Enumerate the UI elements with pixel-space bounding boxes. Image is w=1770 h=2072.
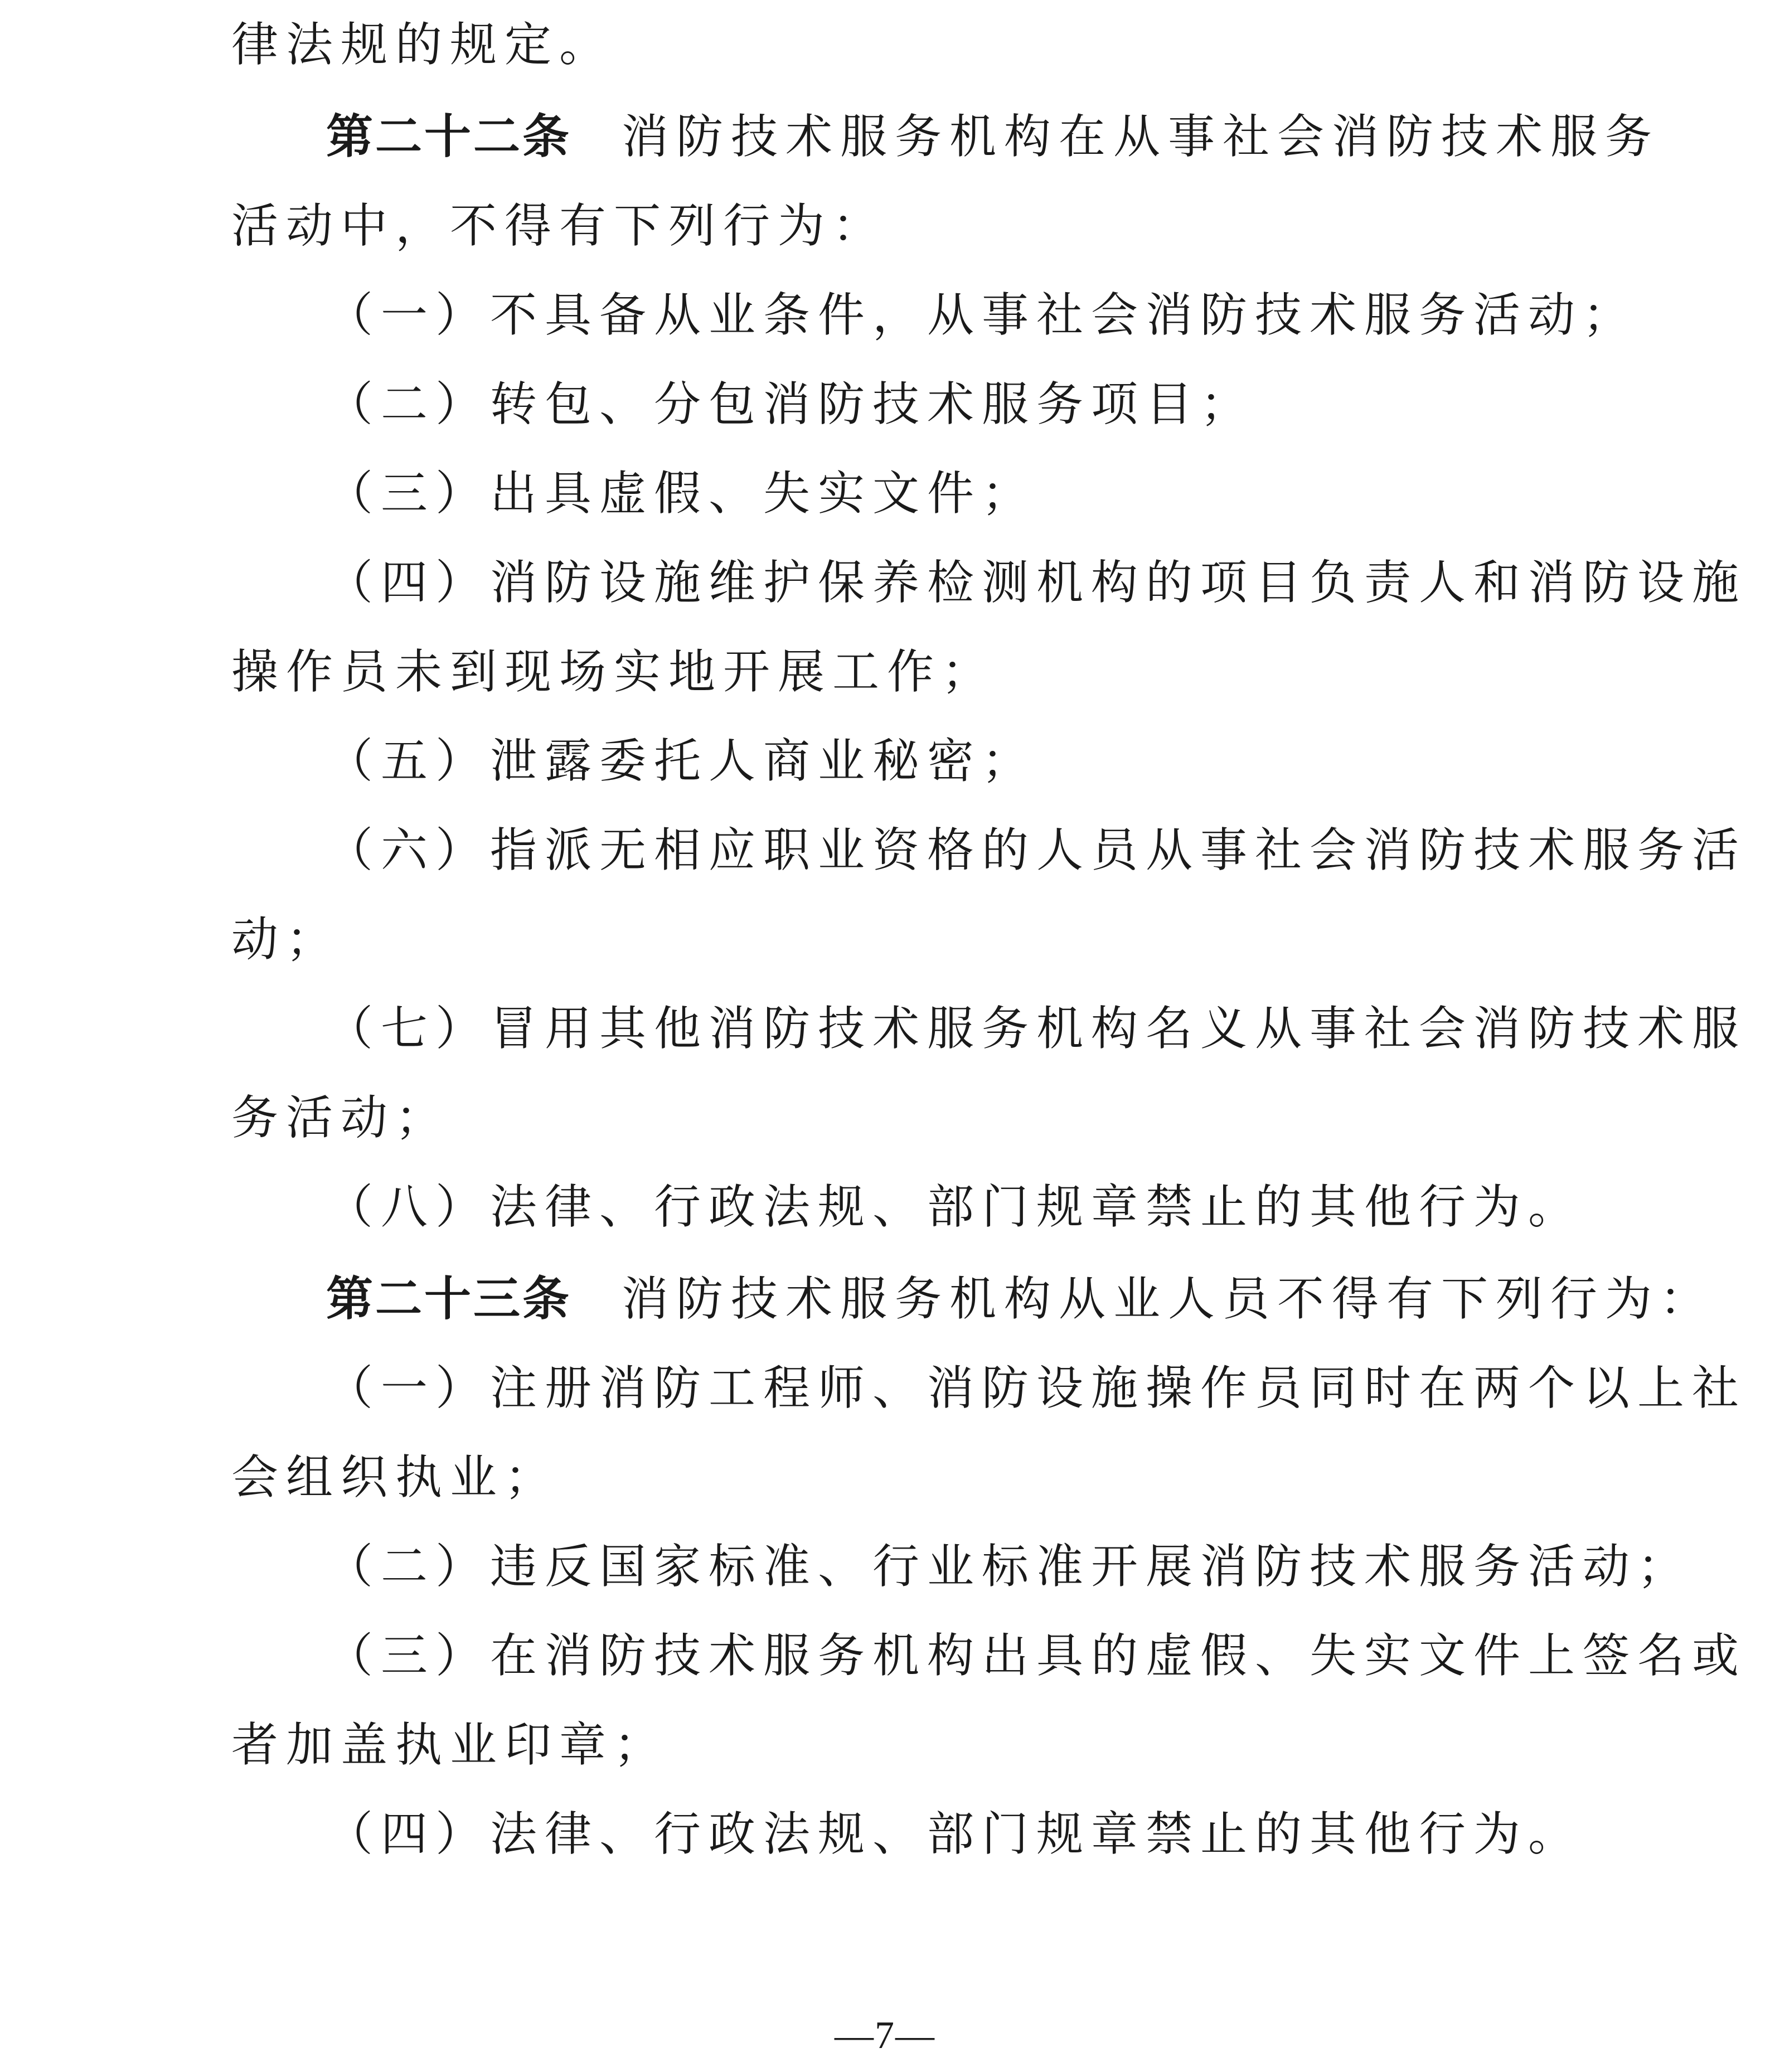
list-item-continuation: 操作员未到现场实地开展工作； [231,644,997,699]
list-item: （六）指派无相应职业资格的人员从事社会消防技术服务活 [326,823,1747,877]
list-item: （五）泄露委托人商业秘密； [326,734,1037,788]
list-item: （一）注册消防工程师、消防设施操作员同时在两个以上社 [326,1361,1747,1415]
article-22-number: 第二十二条 [326,109,572,164]
list-item: （四）消防设施维护保养检测机构的项目负责人和消防设施 [326,555,1747,610]
article-23-text: 消防技术服务机构从业人员不得有下列行为： [622,1272,1715,1326]
list-item: （八）法律、行政法规、部门规章禁止的其他行为。 [326,1180,1583,1234]
article-23-number: 第二十三条 [326,1272,572,1326]
list-item-continuation: 务活动； [231,1090,450,1145]
article-23-heading-line [326,1271,1714,1327]
article-22-text: 消防技术服务机构在从事社会消防技术服务 [622,109,1660,164]
article-22-heading-line [326,109,1660,164]
text-line: 活动中，不得有下列行为： [231,198,888,253]
list-item: （四）法律、行政法规、部门规章禁止的其他行为。 [326,1807,1583,1861]
list-item: （二）违反国家标准、行业标准开展消防技术服务活动； [326,1539,1693,1594]
list-item: （三）出具虚假、失实文件； [326,466,1037,521]
list-item-continuation: 会组织执业； [231,1450,560,1505]
list-item-continuation: 者加盖执业印章； [231,1717,669,1772]
page-number: —7— [835,2014,935,2057]
list-item: （一）不具备从业条件，从事社会消防技术服务活动； [326,288,1638,342]
text-line: 律法规的规定。 [231,17,614,72]
list-item: （七）冒用其他消防技术服务机构名义从事社会消防技术服 [326,1001,1747,1056]
list-item-continuation: 动； [231,912,341,967]
list-item: （三）在消防技术服务机构出具的虚假、失实文件上签名或 [326,1628,1747,1683]
list-item: （二）转包、分包消防技术服务项目； [326,377,1255,431]
